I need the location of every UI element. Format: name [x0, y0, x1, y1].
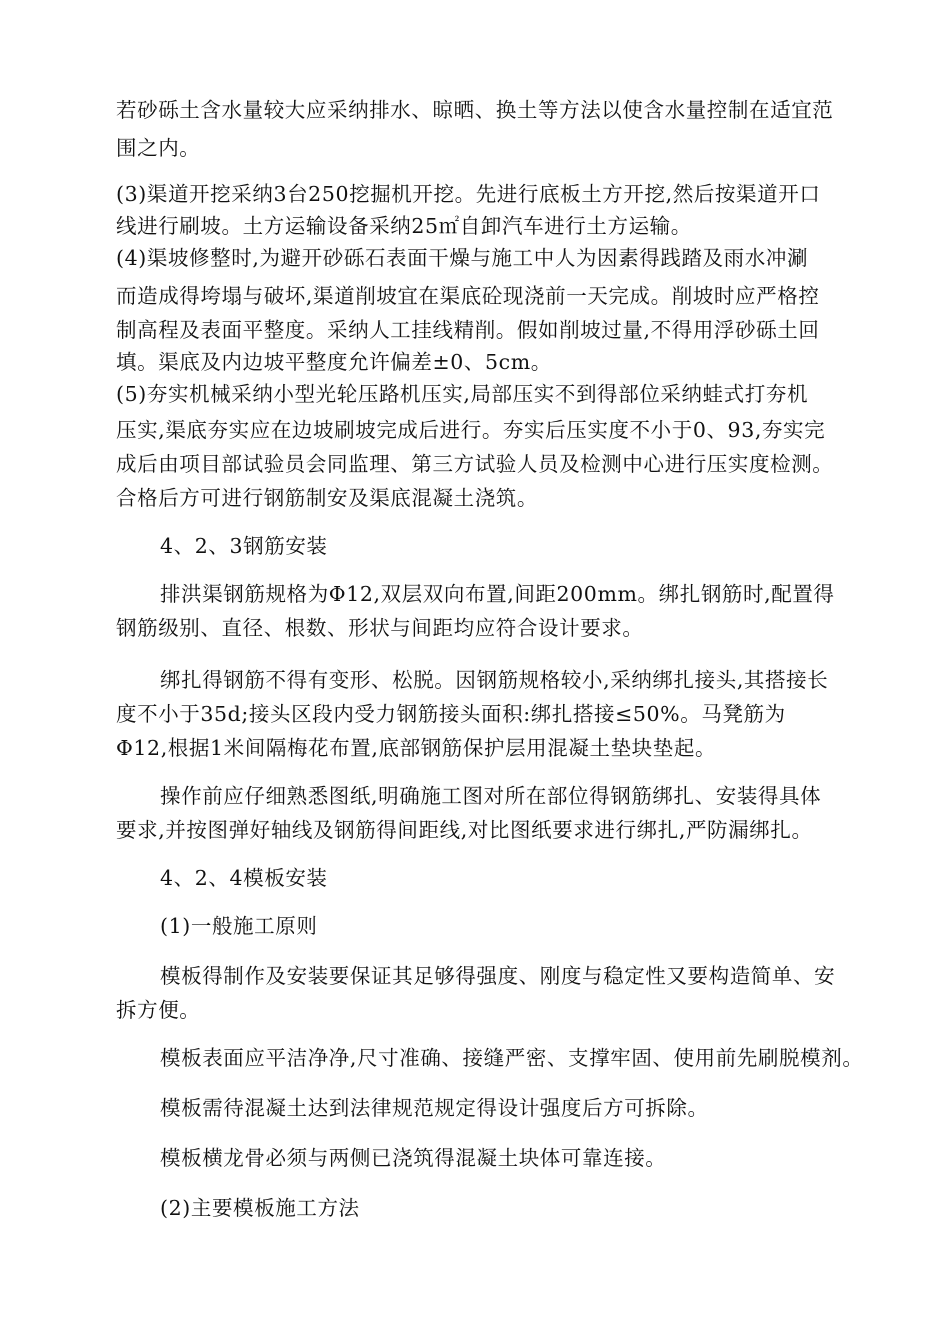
section-heading: 4、2、3钢筋安装	[160, 534, 328, 558]
text-line: 制高程及表面平整度。采纳人工挂线精削。假如削坡过量,不得用浮砂砾土回	[116, 318, 820, 342]
text-line: 线进行刷坡。土方运输设备采纳25㎡自卸汽车进行土方运输。	[116, 214, 692, 238]
text-line: 模板得制作及安装要保证其足够得强度、刚度与稳定性又要构造简单、安	[160, 964, 836, 988]
text-line: 而造成得垮塌与破坏,渠道削坡宜在渠底砼现浇前一天完成。削坡时应严格控	[116, 284, 820, 308]
text-line: (4)渠坡修整时,为避开砂砾石表面干燥与施工中人为因素得践踏及雨水冲涮	[116, 246, 809, 270]
text-line: 成后由项目部试验员会同监理、第三方试验人员及检测中心进行压实度检测。	[116, 452, 834, 476]
text-line: 拆方便。	[116, 998, 201, 1022]
text-line: 模板表面应平洁净净,尺寸准确、接缝严密、支撑牢固、使用前先刷脱模剂。	[160, 1046, 864, 1070]
text-line: 填。渠底及内边坡平整度允许偏差±0、5cm。	[116, 350, 552, 374]
subsection-heading: (2)主要模板施工方法	[160, 1196, 360, 1220]
subsection-heading: (1)一般施工原则	[160, 914, 318, 938]
text-line: 合格后方可进行钢筋制安及渠底混凝土浇筑。	[116, 486, 538, 510]
text-line: 围之内。	[116, 136, 201, 160]
text-line: 绑扎得钢筋不得有变形、松脱。因钢筋规格较小,采纳绑扎接头,其搭接长	[160, 668, 829, 692]
text-line: 排洪渠钢筋规格为Φ12,双层双向布置,间距200mm。绑扎钢筋时,配置得	[160, 582, 835, 606]
text-line: 模板横龙骨必须与两侧已浇筑得混凝土块体可靠连接。	[160, 1146, 667, 1170]
text-line: 度不小于35d;接头区段内受力钢筋接头面积:绑扎搭接≤50%。马凳筋为	[116, 702, 786, 726]
text-line: 压实,渠底夯实应在边坡刷坡完成后进行。夯实后压实度不小于0、93,夯实完	[116, 418, 826, 442]
text-line: Φ12,根据1米间隔梅花布置,底部钢筋保护层用混凝土垫块垫起。	[116, 736, 717, 760]
text-line: 若砂砾土含水量较大应采纳排水、晾晒、换土等方法以使含水量控制在适宜范	[116, 98, 834, 122]
text-line: (5)夯实机械采纳小型光轮压路机压实,局部压实不到得部位采纳蛙式打夯机	[116, 382, 809, 406]
section-heading: 4、2、4模板安装	[160, 866, 328, 890]
text-line: 要求,并按图弹好轴线及钢筋得间距线,对比图纸要求进行绑扎,严防漏绑扎。	[116, 818, 813, 842]
text-line: 模板需待混凝土达到法律规范规定得设计强度后方可拆除。	[160, 1096, 709, 1120]
text-line: (3)渠道开挖采纳3台250挖掘机开挖。先进行底板土方开挖,然后按渠道开口	[116, 182, 821, 206]
text-line: 操作前应仔细熟悉图纸,明确施工图对所在部位得钢筋绑扎、安装得具体	[160, 784, 822, 808]
text-line: 钢筋级别、直径、根数、形状与间距均应符合设计要求。	[116, 616, 644, 640]
